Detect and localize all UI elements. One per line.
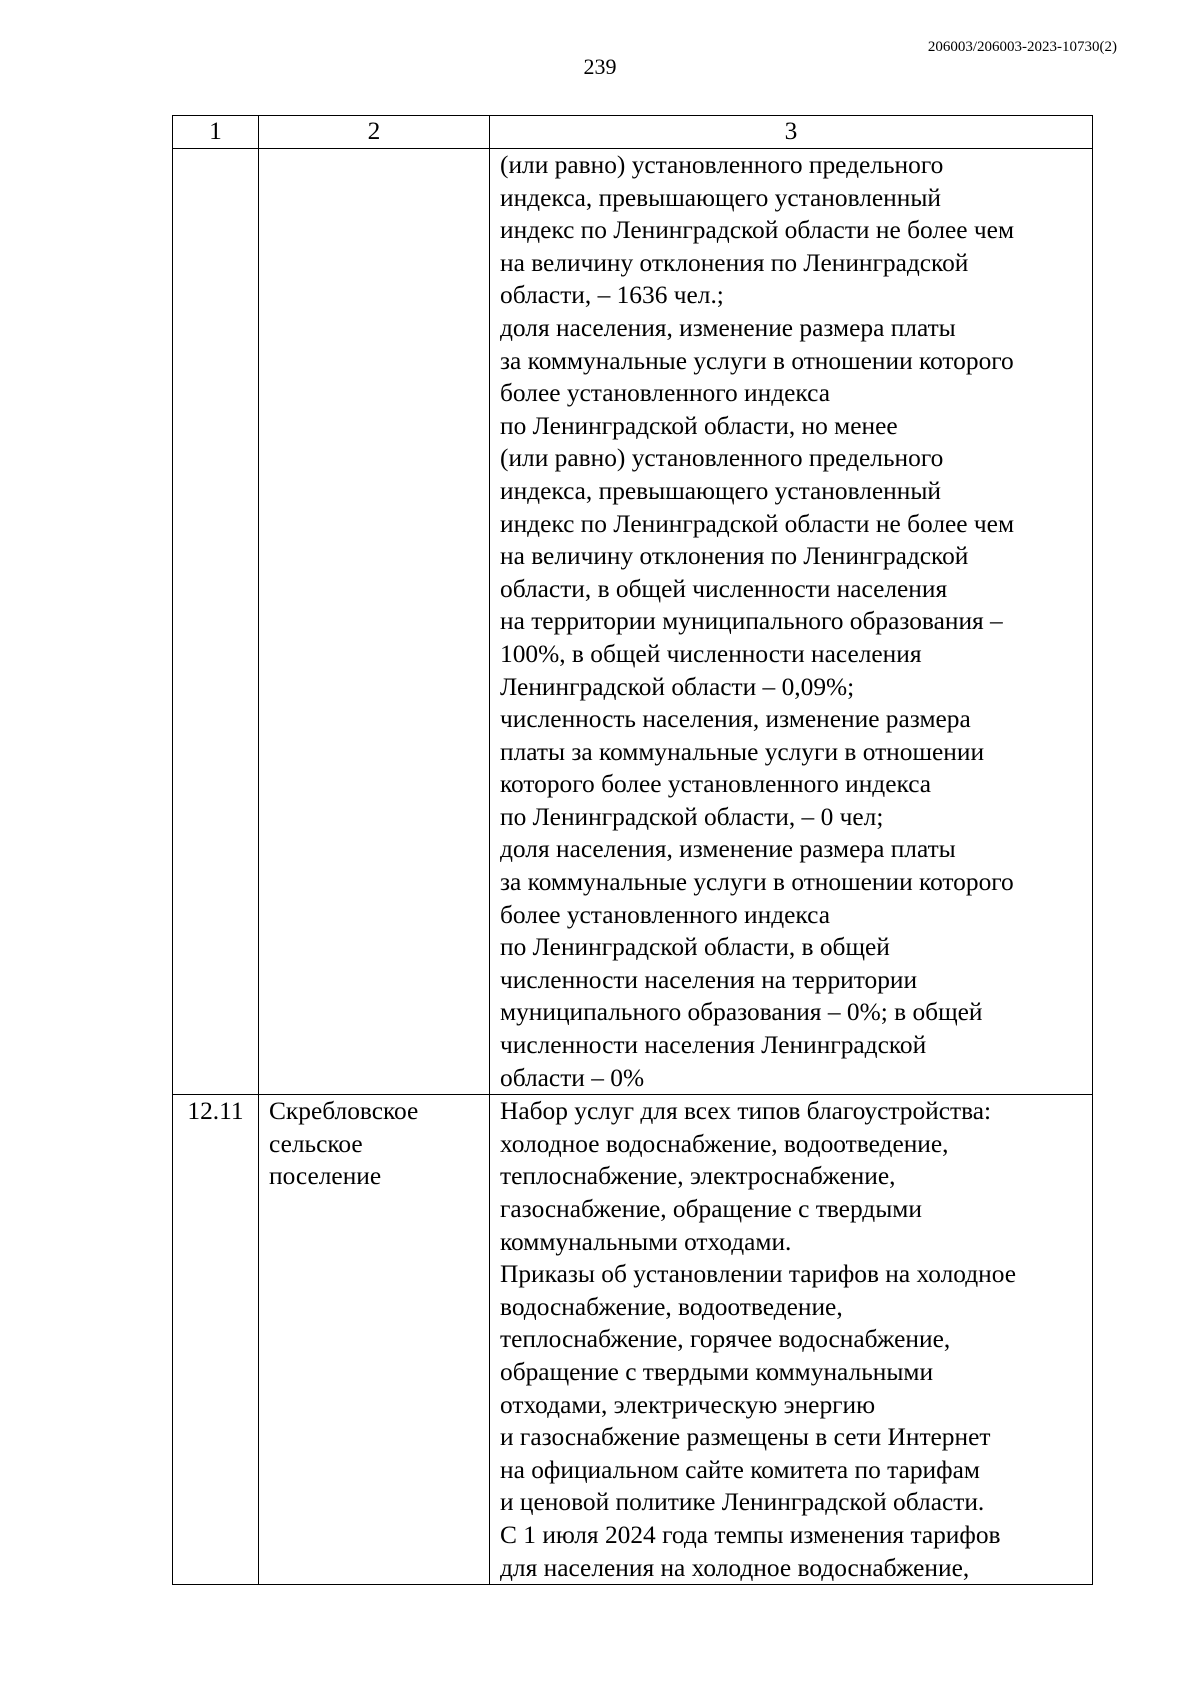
- table-row: [173, 1095, 1093, 1585]
- text-line: индекс по Ленинградской области не более чем: [500, 509, 1015, 538]
- text-line: Скребловское: [269, 1097, 419, 1126]
- column-header-1: 1: [173, 116, 259, 149]
- text-line: области – 0%: [500, 1063, 645, 1092]
- text-line: на величину отклонения по Ленинградской: [500, 248, 969, 277]
- text-line: (или равно) установленного предельного: [500, 151, 944, 179]
- text-line: С 1 июля 2024 года темпы изменения тарифов: [500, 1520, 1001, 1549]
- text-line: коммунальными отходами.: [500, 1227, 792, 1256]
- text-line: по Ленинградской области, но менее: [500, 411, 898, 440]
- text-line: области, в общей численности населения: [500, 574, 948, 603]
- text-line: теплоснабжение, горячее водоснабжение,: [500, 1325, 951, 1354]
- row-number-cell: [173, 149, 259, 1095]
- settlement-name-cell: [259, 1095, 490, 1585]
- text-line: газоснабжение, обращение с твердыми: [500, 1195, 922, 1223]
- text-line: теплоснабжение, электроснабжение,: [500, 1162, 896, 1191]
- page-number: 239: [583, 54, 617, 79]
- text-line: по Ленинградской области, – 0 чел;: [500, 802, 884, 831]
- text-line: доля населения, изменение размера платы: [500, 313, 956, 342]
- text-line: платы за коммунальные услуги в отношении: [500, 737, 985, 766]
- text-line: численности населения Ленинградской: [500, 1031, 927, 1060]
- text-line: за коммунальные услуги в отношении которого: [500, 346, 1014, 375]
- text-line: Набор услуг для всех типов благоустройства:: [500, 1097, 992, 1126]
- text-line: Ленинградской области – 0,09%;: [500, 672, 855, 701]
- text-line: (или равно) установленного предельного: [500, 444, 944, 473]
- description-cell: [490, 149, 1093, 1095]
- text-line: индекса, превышающего установленный: [500, 476, 941, 505]
- text-line: индекс по Ленинградской области не более чем: [500, 216, 1015, 245]
- text-line: доля населения, изменение размера платы: [500, 835, 956, 864]
- text-line: муниципального образования – 0%; в общей: [500, 998, 983, 1027]
- text-line: поселение: [269, 1162, 382, 1191]
- table-row: [173, 149, 1093, 1095]
- text-line: отходами, электрическую энергию: [500, 1390, 876, 1419]
- text-line: и газоснабжение размещены в сети Интернет: [500, 1423, 991, 1452]
- text-line: на территории муниципального образования –: [500, 607, 1003, 636]
- text-line: за коммунальные услуги в отношении которого: [500, 868, 1014, 897]
- text-line: численность населения, изменение размера: [500, 705, 971, 734]
- text-line: более установленного индекса: [500, 379, 830, 408]
- text-line: области, – 1636 чел.;: [500, 281, 724, 310]
- text-line: обращение с твердыми коммунальными: [500, 1357, 934, 1386]
- text-line: на официальном сайте комитета по тарифам: [500, 1455, 980, 1484]
- row-number-cell: 12.11: [173, 1095, 259, 1585]
- text-line: на величину отклонения по Ленинградской: [500, 542, 969, 571]
- text-line: по Ленинградской области, в общей: [500, 933, 890, 962]
- text-line: 100%, в общей численности населения: [500, 639, 922, 668]
- text-line: водоснабжение, водоотведение,: [500, 1292, 843, 1321]
- text-line: холодное водоснабжение, водоотведение,: [500, 1129, 949, 1158]
- column-header-2: 2: [259, 116, 490, 149]
- settlement-name-cell: [259, 149, 490, 1095]
- column-header-3: 3: [490, 116, 1093, 149]
- description-cell: [490, 1095, 1093, 1585]
- text-line: которого более установленного индекса: [500, 770, 932, 799]
- text-line: индекса, превышающего установленный: [500, 183, 941, 212]
- text-line: для населения на холодное водоснабжение,: [500, 1553, 970, 1582]
- tariff-table: [172, 115, 1093, 1585]
- table-header-row: [173, 116, 1093, 149]
- text-line: Приказы об установлении тарифов на холодное: [500, 1260, 1017, 1289]
- text-line: и ценовой политике Ленинградской области.: [500, 1488, 985, 1517]
- text-line: сельское: [269, 1129, 363, 1158]
- document-id: 206003/206003-2023-10730(2): [927, 39, 1117, 55]
- text-line: более установленного индекса: [500, 900, 830, 929]
- text-line: численности населения на территории: [500, 965, 918, 994]
